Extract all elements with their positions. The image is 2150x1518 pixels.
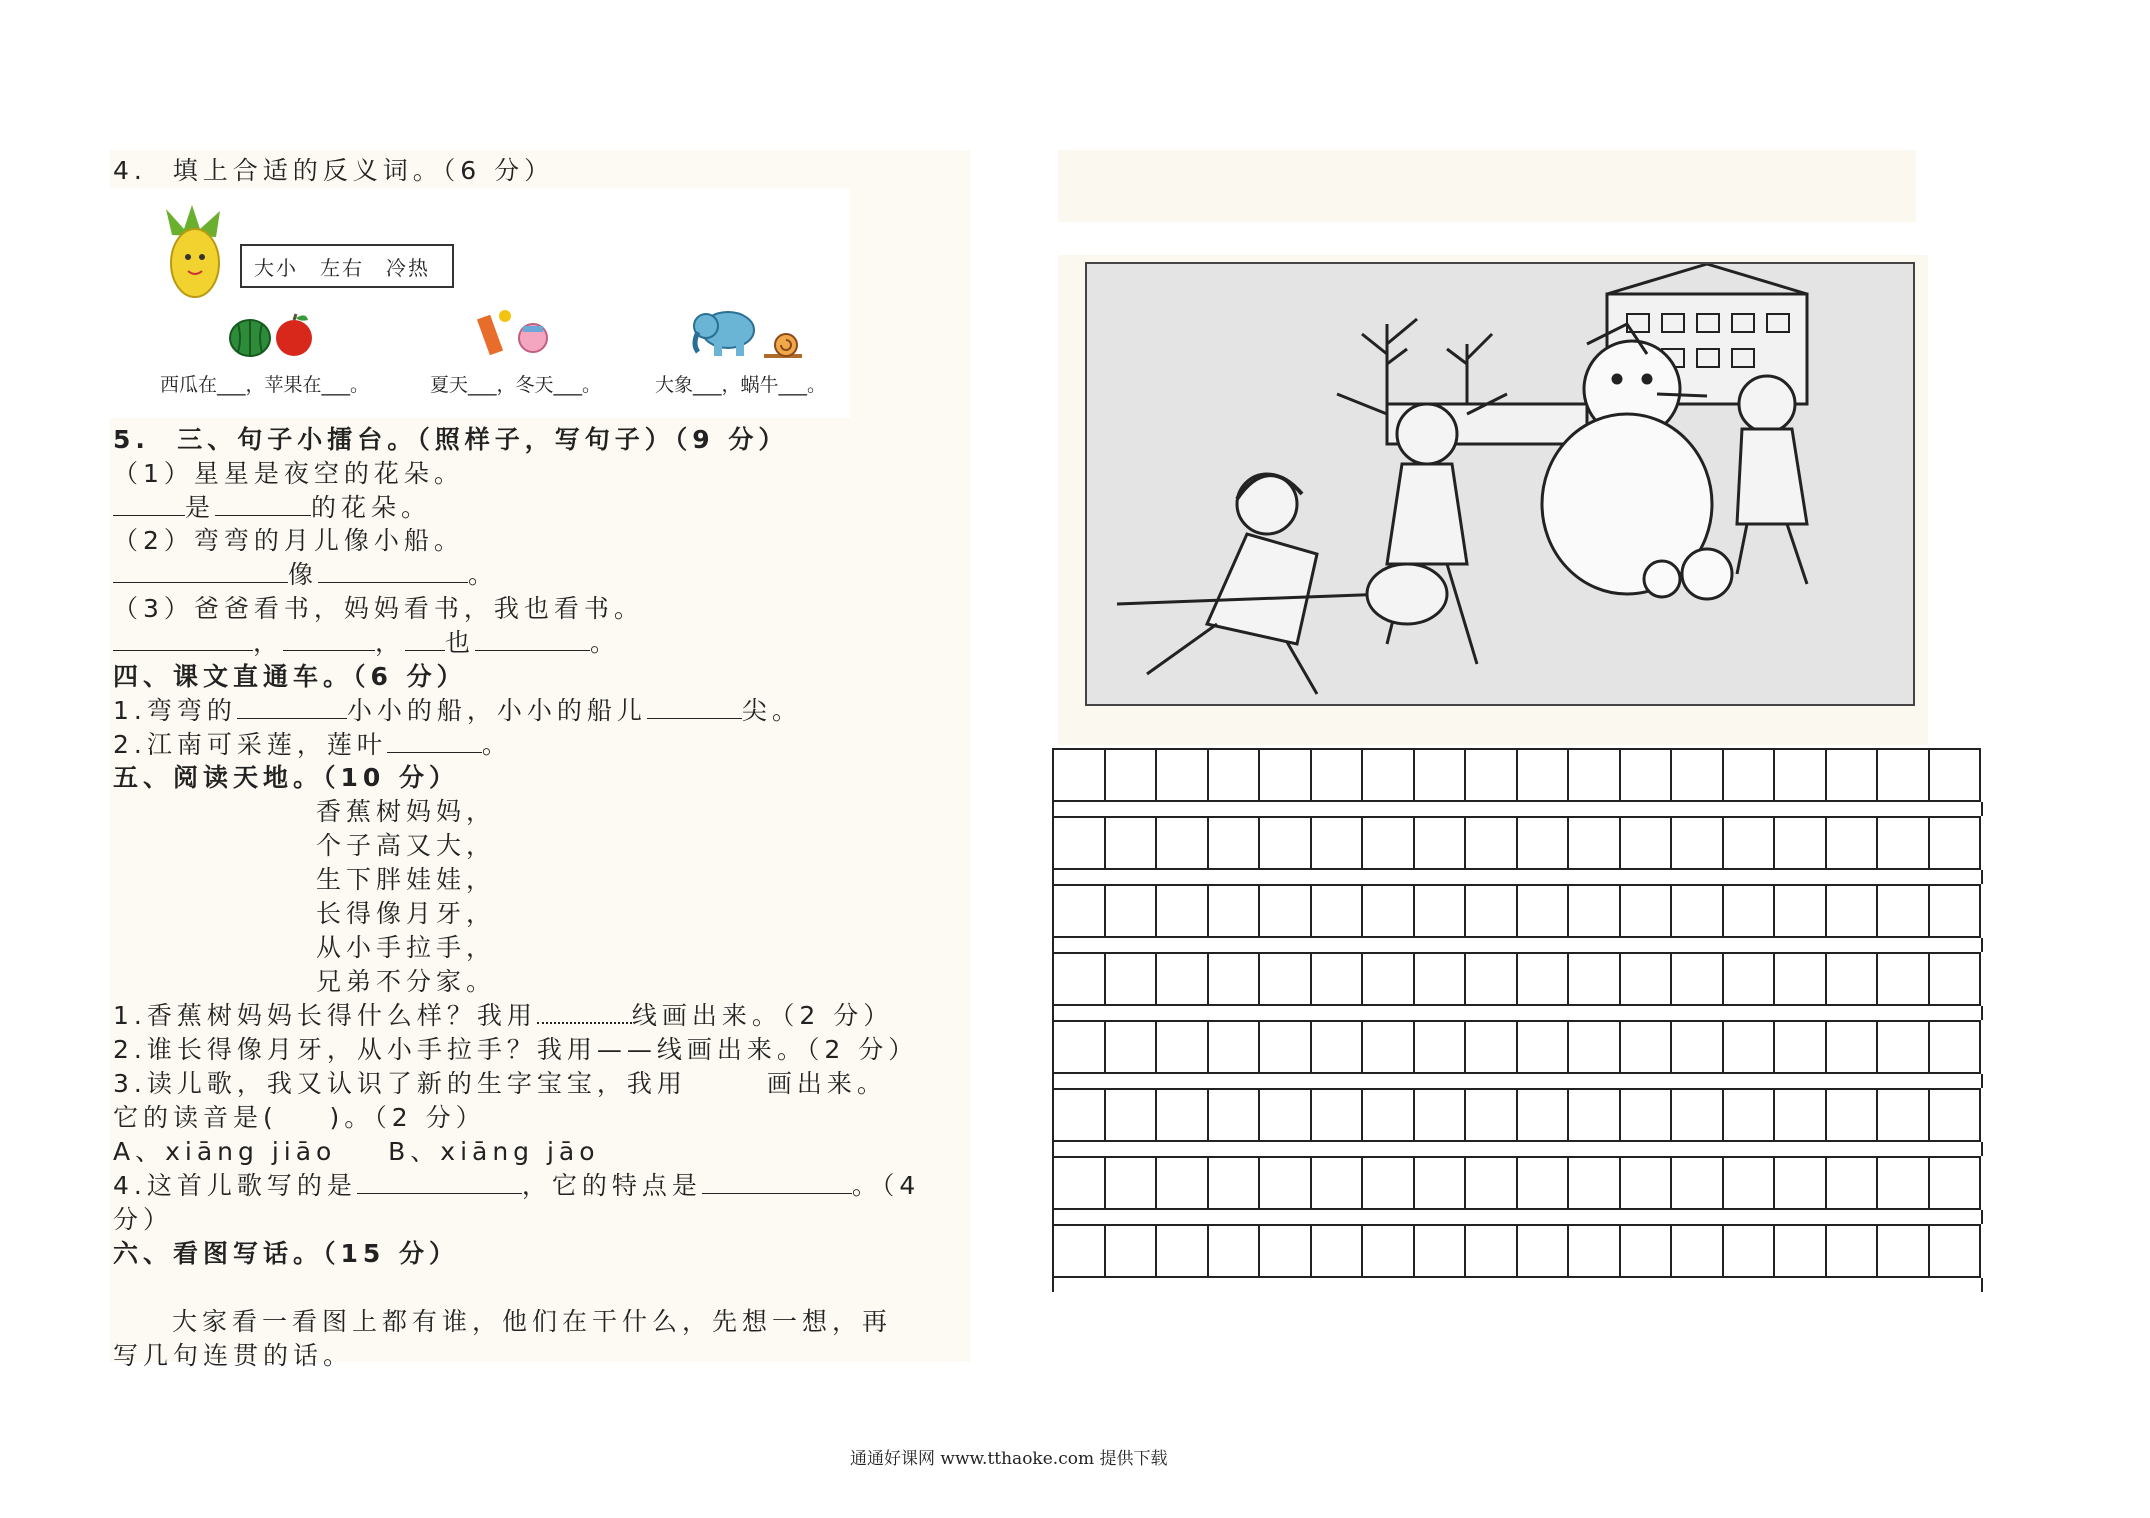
grid-cell[interactable] (1106, 884, 1158, 938)
grid-cell[interactable] (1054, 884, 1106, 938)
grid-cell[interactable] (1157, 1088, 1209, 1142)
poem-line: 兄弟不分家。 (316, 967, 497, 996)
grid-cell[interactable] (1569, 1088, 1621, 1142)
grid-cell[interactable] (1724, 748, 1776, 802)
grid-cell[interactable] (1878, 1156, 1930, 1210)
grid-cell[interactable] (1672, 748, 1724, 802)
sec5-q1-a: 1.香蕉树妈妈长得什么样？我用 (113, 1001, 537, 1030)
grid-cell[interactable] (1312, 816, 1364, 870)
grid-cell[interactable] (1106, 748, 1158, 802)
grid-row (1052, 816, 2012, 870)
grid-cell[interactable] (1672, 1156, 1724, 1210)
grid-row-gap (1052, 1210, 1983, 1224)
grid-cell[interactable] (1775, 1020, 1827, 1074)
watermelon-icon (228, 318, 272, 358)
grid-cell[interactable] (1930, 1088, 1982, 1142)
poem-line: 生下胖娃娃， (316, 865, 497, 894)
grid-cell[interactable] (1415, 748, 1467, 802)
grid-cell[interactable] (1415, 884, 1467, 938)
grid-cell[interactable] (1260, 816, 1312, 870)
answer-blank[interactable] (318, 562, 468, 583)
grid-cell[interactable] (1312, 1088, 1364, 1142)
grid-cell[interactable] (1312, 884, 1364, 938)
q5-answer-3 (113, 627, 620, 659)
grid-cell[interactable] (1775, 816, 1827, 870)
grid-cell[interactable] (1621, 1088, 1673, 1142)
grid-cell[interactable] (1518, 1224, 1570, 1278)
answer-blank[interactable] (357, 1173, 522, 1194)
grid-cell[interactable] (1415, 1224, 1467, 1278)
grid-cell[interactable] (1827, 1156, 1879, 1210)
answer-blank[interactable] (475, 630, 590, 651)
grid-cell[interactable] (1878, 1224, 1930, 1278)
grid-cell[interactable] (1930, 952, 1982, 1006)
grid-cell[interactable] (1518, 1088, 1570, 1142)
grid-cell[interactable] (1415, 1088, 1467, 1142)
grid-cell[interactable] (1106, 1224, 1158, 1278)
grid-cell[interactable] (1054, 1156, 1106, 1210)
grid-cell[interactable] (1157, 1020, 1209, 1074)
grid-cell[interactable] (1930, 816, 1982, 870)
grid-cell[interactable] (1466, 1088, 1518, 1142)
grid-cell[interactable] (1157, 816, 1209, 870)
answer-blank[interactable] (537, 1002, 632, 1024)
grid-cell[interactable] (1363, 748, 1415, 802)
grid-cell[interactable] (1672, 1020, 1724, 1074)
grid-cell[interactable] (1724, 952, 1776, 1006)
sec5-q1-b: 线画出来。（2 分） (631, 1001, 894, 1030)
grid-cell[interactable] (1260, 1088, 1312, 1142)
grid-cell[interactable] (1312, 748, 1364, 802)
writing-grid[interactable] (1052, 748, 2012, 1292)
sec5-q4-b: ，它的特点是 (521, 1171, 702, 1200)
grid-cell[interactable] (1569, 816, 1621, 870)
grid-cell[interactable] (1209, 1156, 1261, 1210)
grid-cell[interactable] (1672, 884, 1724, 938)
grid-cell[interactable] (1415, 1020, 1467, 1074)
grid-row (1052, 952, 2012, 1006)
grid-cell[interactable] (1312, 1156, 1364, 1210)
grid-cell[interactable] (1157, 1156, 1209, 1210)
grid-cell[interactable] (1878, 952, 1930, 1006)
poem-line: 个子高又大， (316, 831, 497, 860)
grid-cell[interactable] (1827, 816, 1879, 870)
answer-blank[interactable] (113, 630, 253, 651)
grid-cell[interactable] (1054, 816, 1106, 870)
grid-cell[interactable] (1466, 1156, 1518, 1210)
summer-winter-icon (475, 308, 555, 358)
poem-line: 长得像月牙， (316, 899, 497, 928)
grid-cell[interactable] (1312, 952, 1364, 1006)
grid-cell[interactable] (1209, 1020, 1261, 1074)
grid-cell[interactable] (1209, 816, 1261, 870)
grid-cell[interactable] (1106, 1156, 1158, 1210)
grid-cell[interactable] (1260, 1156, 1312, 1210)
grid-cell[interactable] (1827, 1088, 1879, 1142)
grid-cell[interactable] (1312, 1020, 1364, 1074)
grid-cell[interactable] (1621, 952, 1673, 1006)
grid-row (1052, 1088, 2012, 1142)
grid-cell[interactable] (1157, 1224, 1209, 1278)
grid-cell[interactable] (1106, 816, 1158, 870)
sec4-line-2 (113, 729, 512, 761)
grid-cell[interactable] (1724, 1020, 1776, 1074)
grid-cell[interactable] (1724, 816, 1776, 870)
grid-cell[interactable] (1878, 1020, 1930, 1074)
answer-blank[interactable] (647, 698, 742, 719)
grid-cell[interactable] (1878, 1088, 1930, 1142)
grid-cell[interactable] (1054, 1224, 1106, 1278)
grid-cell[interactable] (1157, 952, 1209, 1006)
grid-row (1052, 884, 2012, 938)
sec5-q4-a: 4.这首儿歌写的是 (113, 1171, 357, 1200)
right-top-strip (1058, 150, 1916, 222)
grid-cell[interactable] (1930, 748, 1982, 802)
grid-row (1052, 1156, 2012, 1210)
grid-cell[interactable] (1209, 952, 1261, 1006)
grid-row (1052, 1224, 2012, 1278)
grid-cell[interactable] (1157, 748, 1209, 802)
answer-blank[interactable] (702, 1173, 852, 1194)
sec4-line-1-a: 1.弯弯的 (113, 696, 237, 725)
grid-cell[interactable] (1775, 748, 1827, 802)
grid-cell[interactable] (1775, 952, 1827, 1006)
grid-cell[interactable] (1518, 816, 1570, 870)
q5-answer-1-end: 的花朵。 (311, 493, 432, 522)
footer-text: 通通好课网 www.tthaoke.com 提供下载 (850, 1449, 1168, 1469)
grid-cell[interactable] (1930, 1020, 1982, 1074)
grid-row (1052, 1020, 2012, 1074)
grid-cell[interactable] (1827, 1020, 1879, 1074)
grid-cell[interactable] (1724, 884, 1776, 938)
grid-row-gap (1052, 1074, 1983, 1088)
answer-blank[interactable] (405, 630, 445, 651)
grid-cell[interactable] (1054, 1088, 1106, 1142)
q4-item-3: 大象___，蜗牛___。 (655, 374, 827, 396)
q5-answer-1 (113, 492, 431, 524)
answer-blank[interactable] (215, 495, 311, 516)
grid-cell[interactable] (1724, 1088, 1776, 1142)
grid-cell[interactable] (1209, 1088, 1261, 1142)
snail-icon (762, 330, 806, 360)
poem-line: 从小手拉手， (316, 933, 497, 962)
grid-cell[interactable] (1672, 816, 1724, 870)
grid-cell[interactable] (1415, 816, 1467, 870)
q4-item-1: 西瓜在___，苹果在___。 (160, 374, 370, 396)
answer-blank[interactable] (387, 732, 482, 753)
sec5-q2: 2.谁长得像月牙，从小手拉手？我用——线画出来。（2 分） (113, 1035, 919, 1064)
grid-row-gap (1052, 1278, 1983, 1292)
grid-cell[interactable] (1054, 1020, 1106, 1074)
q5-answer-1-mid: 是 (185, 493, 216, 522)
grid-cell[interactable] (1775, 1088, 1827, 1142)
grid-cell[interactable] (1518, 884, 1570, 938)
grid-cell[interactable] (1775, 884, 1827, 938)
grid-cell[interactable] (1518, 952, 1570, 1006)
sec5-q4-c: 。（4 (851, 1171, 921, 1200)
sec4-line-1-b: 小小的船，小小的船儿 (346, 696, 647, 725)
q5-answer-3-mid: 也 (445, 628, 476, 657)
sec6-prompt-1: 大家看一看图上都有谁，他们在干什么，先想一想，再 (172, 1307, 893, 1336)
sec6-prompt-2: 写几句连贯的话。 (113, 1341, 354, 1370)
grid-row-gap (1052, 1142, 1983, 1156)
q5-answer-3-end: 。 (590, 628, 621, 657)
grid-row-gap (1052, 1006, 1983, 1020)
q5-title: 5. 三、句子小擂台。（照样子，写句子）（9 分） (113, 425, 789, 454)
grid-cell[interactable] (1621, 1020, 1673, 1074)
q4-title: 4. 填上合适的反义词。（6 分） (113, 156, 555, 185)
grid-cell[interactable] (1054, 748, 1106, 802)
grid-cell[interactable] (1518, 1020, 1570, 1074)
grid-cell[interactable] (1518, 748, 1570, 802)
grid-cell[interactable] (1260, 1020, 1312, 1074)
grid-cell[interactable] (1569, 952, 1621, 1006)
grid-row-gap (1052, 938, 1983, 952)
sec5-q3-b: 画出来。 (766, 1069, 887, 1098)
grid-cell[interactable] (1363, 816, 1415, 870)
grid-cell[interactable] (1312, 1224, 1364, 1278)
answer-blank[interactable] (283, 630, 375, 651)
poem-line: 香蕉树妈妈， (316, 797, 497, 826)
grid-cell[interactable] (1878, 748, 1930, 802)
sec4-title: 四、课文直通车。（6 分） (113, 662, 467, 691)
sec4-line-1-c: 尖。 (741, 696, 802, 725)
sec4-line-2-b: 。 (481, 730, 512, 759)
grid-cell[interactable] (1878, 816, 1930, 870)
apple-icon (272, 312, 316, 358)
grid-row-gap (1052, 870, 1983, 884)
grid-cell[interactable] (1209, 884, 1261, 938)
grid-cell[interactable] (1209, 748, 1261, 802)
sec5-q3-a: 3.读儿歌，我又认识了新的生字宝宝，我用 (113, 1069, 687, 1098)
sec6-title: 六、看图写话。（15 分） (113, 1239, 459, 1268)
grid-cell[interactable] (1363, 1224, 1415, 1278)
grid-cell[interactable] (1106, 1020, 1158, 1074)
grid-cell[interactable] (1363, 1020, 1415, 1074)
grid-cell[interactable] (1621, 1156, 1673, 1210)
elephant-icon (690, 306, 758, 358)
snowman-illustration (1085, 262, 1915, 706)
sec4-line-2-a: 2.江南可采莲，莲叶 (113, 730, 387, 759)
grid-cell[interactable] (1827, 1224, 1879, 1278)
sec5-q3-options: A、xiāng jiāo B、xiāng jāo (113, 1137, 600, 1166)
grid-cell[interactable] (1363, 1088, 1415, 1142)
grid-row-gap (1052, 802, 1983, 816)
grid-cell[interactable] (1672, 1088, 1724, 1142)
grid-cell[interactable] (1363, 952, 1415, 1006)
grid-cell[interactable] (1621, 1224, 1673, 1278)
snowman-scene-drawing (1087, 264, 1913, 704)
grid-cell[interactable] (1672, 952, 1724, 1006)
grid-cell[interactable] (1569, 748, 1621, 802)
antonym-word-box (240, 244, 454, 288)
grid-cell[interactable] (1466, 884, 1518, 938)
grid-cell[interactable] (1827, 884, 1879, 938)
grid-cell[interactable] (1106, 952, 1158, 1006)
grid-cell[interactable] (1106, 1088, 1158, 1142)
q4-item-2: 夏天___，冬天___。 (430, 374, 602, 396)
grid-cell[interactable] (1724, 1156, 1776, 1210)
q5-answer-2-end: 。 (468, 560, 499, 589)
sec5-q1 (113, 1000, 893, 1032)
grid-cell[interactable] (1260, 884, 1312, 938)
q5-answer-2-mid: 像 (288, 560, 319, 589)
grid-cell[interactable] (1054, 952, 1106, 1006)
q5-answer-2 (113, 559, 498, 591)
sec4-line-1 (113, 695, 802, 727)
answer-blank[interactable] (113, 562, 288, 583)
q5-example-2: （2）弯弯的月儿像小船。 (113, 526, 464, 555)
sec5-q3-reading: 它的读音是( )。（2 分） (113, 1103, 486, 1132)
sec5-title: 五、阅读天地。（10 分） (113, 763, 459, 792)
grid-cell[interactable] (1363, 884, 1415, 938)
grid-cell[interactable] (1415, 952, 1467, 1006)
q5-answer-3-comma-1: ， (253, 628, 284, 657)
grid-cell[interactable] (1569, 1156, 1621, 1210)
sec5-q4 (113, 1170, 920, 1202)
grid-cell[interactable] (1466, 1224, 1518, 1278)
grid-cell[interactable] (1930, 1156, 1982, 1210)
grid-cell[interactable] (1930, 884, 1982, 938)
grid-cell[interactable] (1775, 1224, 1827, 1278)
grid-cell[interactable] (1621, 884, 1673, 938)
q5-answer-3-comma-2: ， (375, 628, 406, 657)
sec5-q4-cont: 分） (113, 1205, 174, 1234)
grid-cell[interactable] (1930, 1224, 1982, 1278)
antonym-words: 大小 左右 冷热 (254, 256, 430, 280)
answer-blank[interactable] (113, 495, 185, 516)
grid-cell[interactable] (1827, 748, 1879, 802)
grid-cell[interactable] (1827, 952, 1879, 1006)
grid-row (1052, 748, 2012, 802)
grid-cell[interactable] (1157, 884, 1209, 938)
grid-cell[interactable] (1466, 748, 1518, 802)
grid-cell[interactable] (1569, 1020, 1621, 1074)
grid-cell[interactable] (1878, 884, 1930, 938)
grid-cell[interactable] (1209, 1224, 1261, 1278)
q5-example-3: （3）爸爸看书，妈妈看书，我也看书。 (113, 594, 644, 623)
grid-cell[interactable] (1466, 816, 1518, 870)
grid-cell[interactable] (1672, 1224, 1724, 1278)
grid-cell[interactable] (1569, 1224, 1621, 1278)
grid-cell[interactable] (1363, 1156, 1415, 1210)
grid-cell[interactable] (1724, 1224, 1776, 1278)
grid-cell[interactable] (1466, 952, 1518, 1006)
grid-cell[interactable] (1775, 1156, 1827, 1210)
grid-cell[interactable] (1621, 816, 1673, 870)
sec5-q3 (113, 1068, 887, 1100)
grid-cell[interactable] (1621, 748, 1673, 802)
answer-blank[interactable] (237, 698, 347, 719)
grid-cell[interactable] (1260, 952, 1312, 1006)
grid-cell[interactable] (1260, 748, 1312, 802)
grid-cell[interactable] (1518, 1156, 1570, 1210)
corn-icon (162, 205, 228, 300)
grid-cell[interactable] (1569, 884, 1621, 938)
grid-cell[interactable] (1466, 1020, 1518, 1074)
grid-cell[interactable] (1415, 1156, 1467, 1210)
grid-cell[interactable] (1260, 1224, 1312, 1278)
q5-example-1: （1）星星是夜空的花朵。 (113, 459, 464, 488)
